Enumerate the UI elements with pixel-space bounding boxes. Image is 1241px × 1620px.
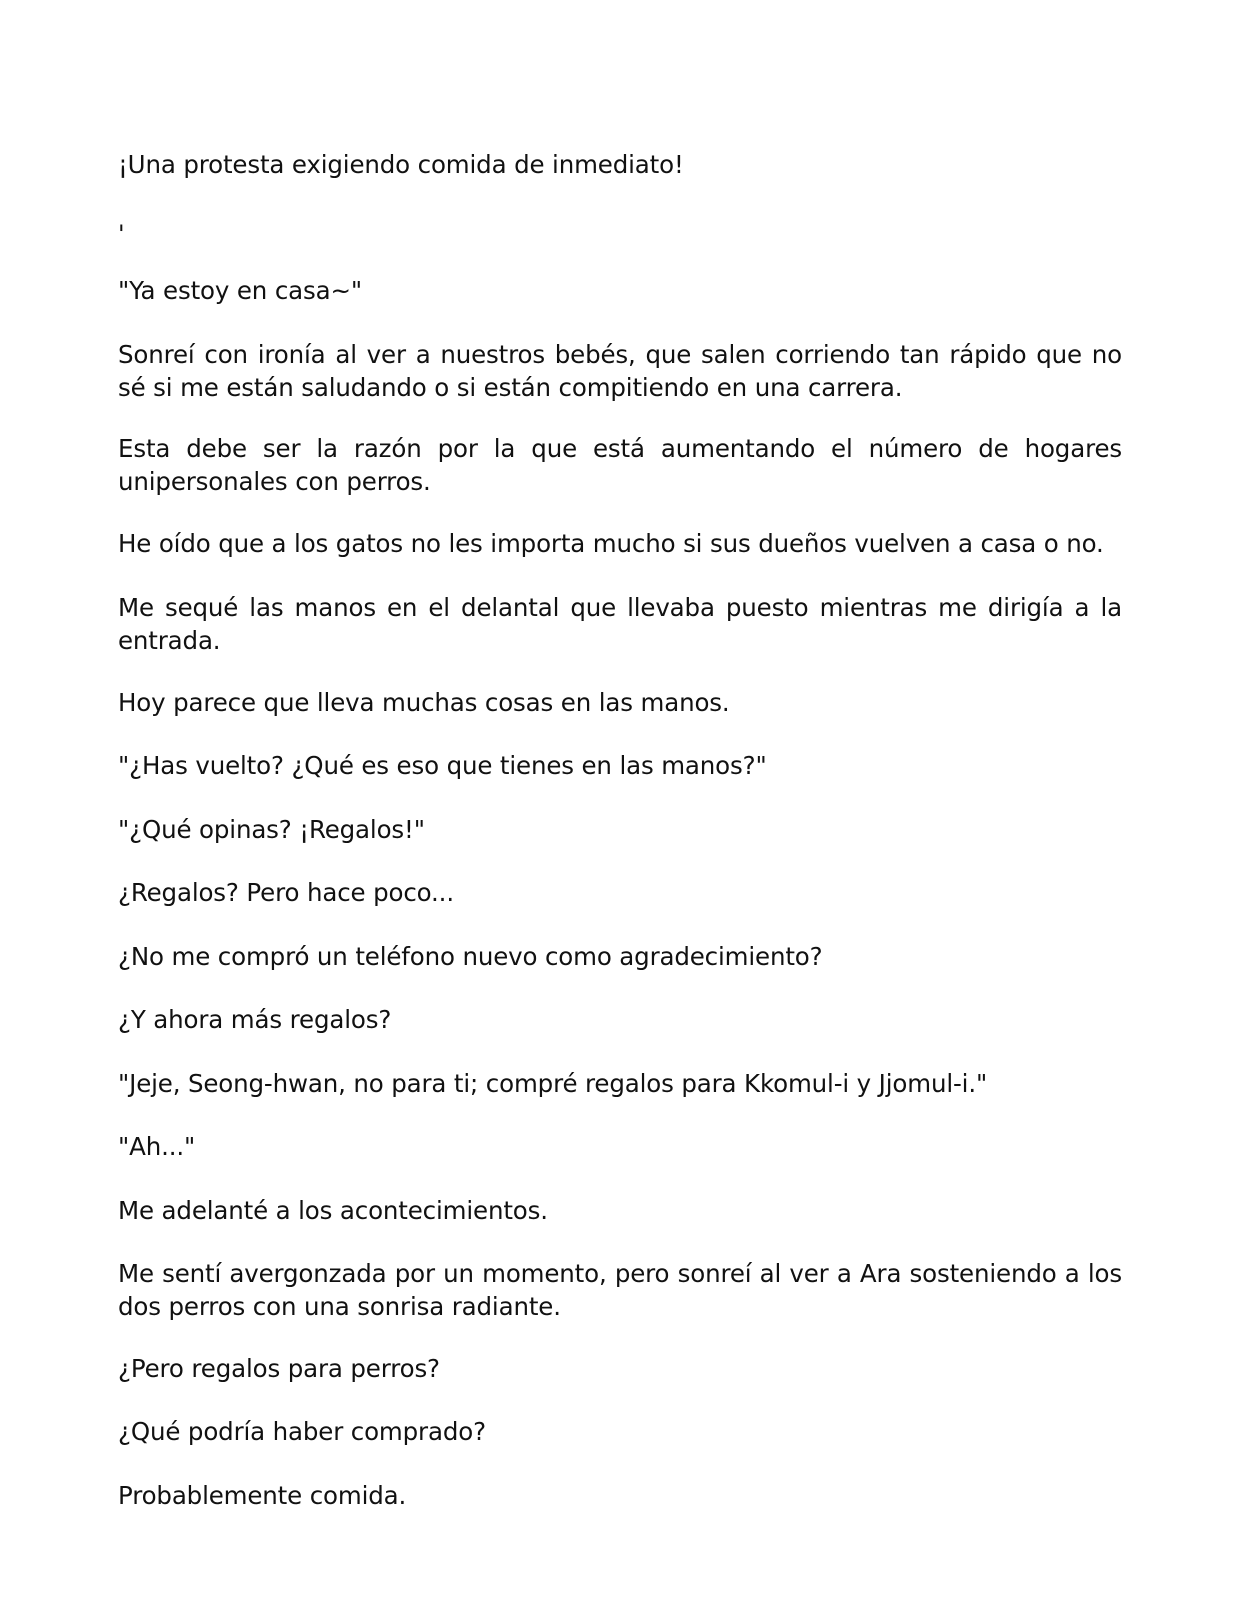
paragraph-8: "¿Has vuelto? ¿Qué es eso que tienes en las manos?" <box>118 751 767 780</box>
paragraph-16: Me sentí avergonzada por un momento, pero sonreí al ver a Ara sosteniendo a los dos perros con una sonrisa radiante. <box>118 1259 1122 1321</box>
paragraph-14: "Ah..." <box>118 1132 196 1161</box>
paragraph-15: Me adelanté a los acontecimientos. <box>118 1196 548 1225</box>
paragraph-11: ¿No me compró un teléfono nuevo como agradecimiento? <box>118 942 823 971</box>
paragraph-5: He oído que a los gatos no les importa mucho si sus dueños vuelven a casa o no. <box>118 529 1104 558</box>
paragraph-18: ¿Qué podría haber comprado? <box>118 1417 486 1446</box>
paragraph-2: "Ya estoy en casa~" <box>118 276 362 305</box>
paragraph-4: Esta debe ser la razón por la que está aumentando el número de hogares unipersonales con perros. <box>118 434 1122 496</box>
paragraph-13: "Jeje, Seong-hwan, no para ti; compré regalos para Kkomul-i y Jjomul-i." <box>118 1069 988 1098</box>
paragraph-3: Sonreí con ironía al ver a nuestros bebés, que salen corriendo tan rápido que no sé si me están saludando o si están compitiendo en una carrera. <box>118 340 1122 402</box>
paragraph-9: "¿Qué opinas? ¡Regalos!" <box>118 815 425 844</box>
paragraph-17: ¿Pero regalos para perros? <box>118 1354 440 1383</box>
paragraph-10: ¿Regalos? Pero hace poco... <box>118 878 454 907</box>
stray-mark: ' <box>118 220 125 248</box>
paragraph-1: ¡Una protesta exigiendo comida de inmediato! <box>118 150 684 179</box>
paragraph-12: ¿Y ahora más regalos? <box>118 1005 392 1034</box>
paragraph-6: Me sequé las manos en el delantal que llevaba puesto mientras me dirigía a la entrada. <box>118 593 1122 655</box>
paragraph-19: Probablemente comida. <box>118 1481 407 1510</box>
paragraph-7: Hoy parece que lleva muchas cosas en las manos. <box>118 688 730 717</box>
